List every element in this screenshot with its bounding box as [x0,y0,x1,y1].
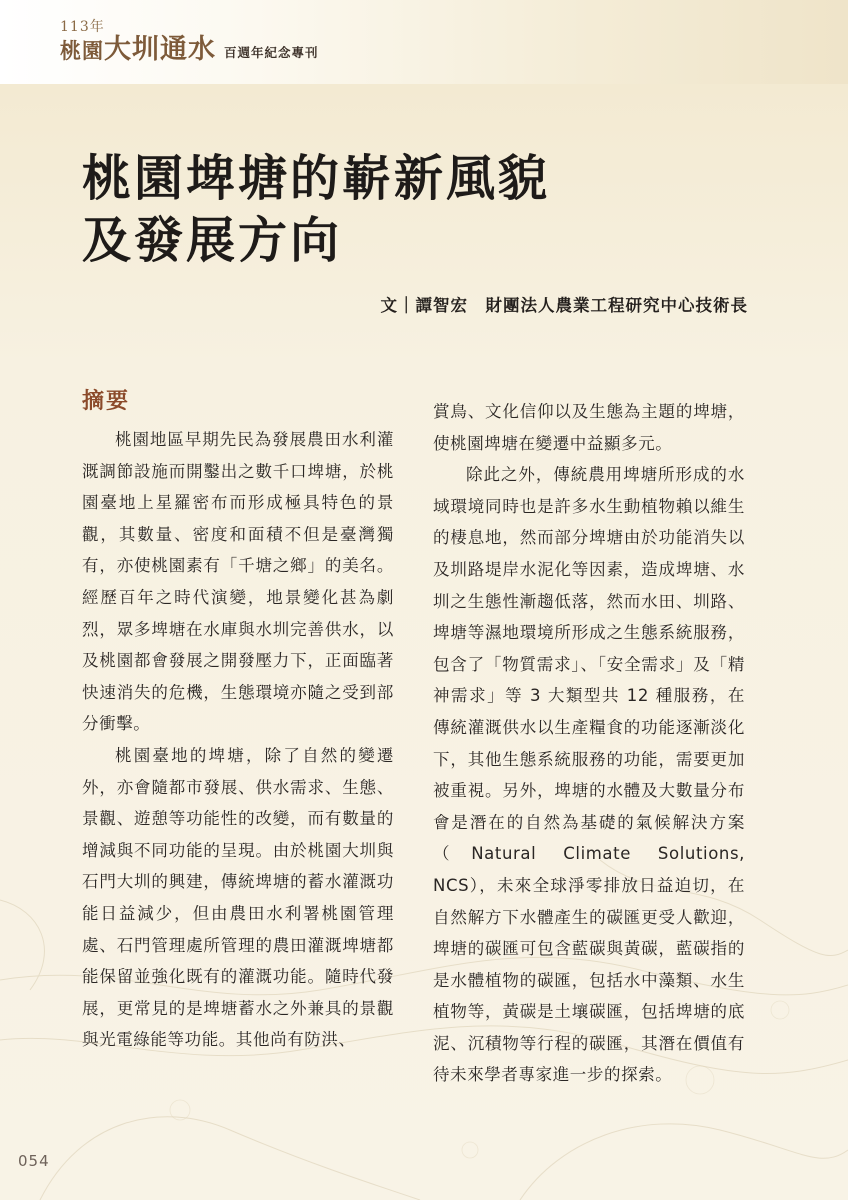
magazine-masthead [60,16,319,65]
masthead-title-part-b: 大圳 [104,34,160,65]
masthead-subtitle: 百週年紀念專刊 [224,45,319,60]
paragraph: 桃園地區早期先民為發展農田水利灌溉調節設施而開鑿出之數千口埤塘，於桃園臺地上星羅密布而形成極具特色的景觀，其數量、密度和面積不但是臺灣獨有，亦使桃園素有「千塘之鄉」的美名。經歷百年之時代演變，地景變化甚為劇烈，眾多埤塘在水庫與水圳完善供水，以及桃園都會發展之開發壓力下，正面臨著快速消失的危機，生態環境亦隨之受到部分衝擊。 [82,430,394,734]
text-column-left [82,380,394,1056]
paragraph-continuation: 賞鳥、文化信仰以及生態為主題的埤塘，使桃園埤塘在變遷中益顯多元。 [433,402,745,453]
masthead-year: 113年 [60,19,105,35]
masthead-title-part-c: 通水 [160,34,216,65]
article-title-line-2: 及發展方向 [82,212,343,269]
abstract-heading: 摘要 [82,389,131,414]
paragraph: 桃園臺地的埤塘，除了自然的變遷外，亦會隨都市發展、供水需求、生態、景觀、遊憩等功能性的改變，而有數量的增減與不同功能的呈現。由於桃園大圳與石門大圳的興建，傳統埤塘的蓄水灌溉功能日益減少，但由農田水利署桃園管理處、石門管理處所管理的農田灌溉埤塘都能保留並強化既有的灌溉功能。隨時代發展，更常見的是埤塘蓄水之外兼具的景觀與光電綠能等功能。其他尚有防洪、 [82,745,394,1050]
page-number: 054 [18,1152,50,1170]
article-title [82,148,550,272]
paragraph: 除此之外，傳統農用埤塘所形成的水域環境同時也是許多水生動植物賴以維生的棲息地，然而部分埤塘由於功能消失以及圳路堤岸水泥化等因素，造成埤塘、水圳之生態性漸趨低落，然而水田、圳路、埤塘等濕地環境所形成之生態系統服務，包含了「物質需求」、「安全需求」及「精神需求」等 3 大類型共 12 種服務，在傳統灌溉供水以生產糧食的功能逐漸淡化下，其他生態系統服務的功能，需要更加被重視。另外，埤塘的水體及大數量分布會是潛在的自然為基礎的氣候解決方案（Natural Climate Solutions, NCS），未來全球淨零排放日益迫切，在自然解方下水體產生的碳匯更受人歡迎，埤塘的碳匯可包含藍碳與黃碳，藍碳指的是水體植物的碳匯，包括水中藻類、水生植物等，黃碳是土壤碳匯，包括埤塘的底泥、沉積物等行程的碳匯，其潛在價值有待未來學者專家進一步的探索。 [433,465,745,1085]
author-byline: 文｜譚智宏 財團法人農業工程研究中心技術長 [380,296,748,315]
article-title-line-1: 桃園埤塘的嶄新風貌 [82,150,551,207]
masthead-title-part-a: 桃園 [60,38,104,63]
text-column-right [433,396,745,1091]
masthead-title [60,36,216,65]
